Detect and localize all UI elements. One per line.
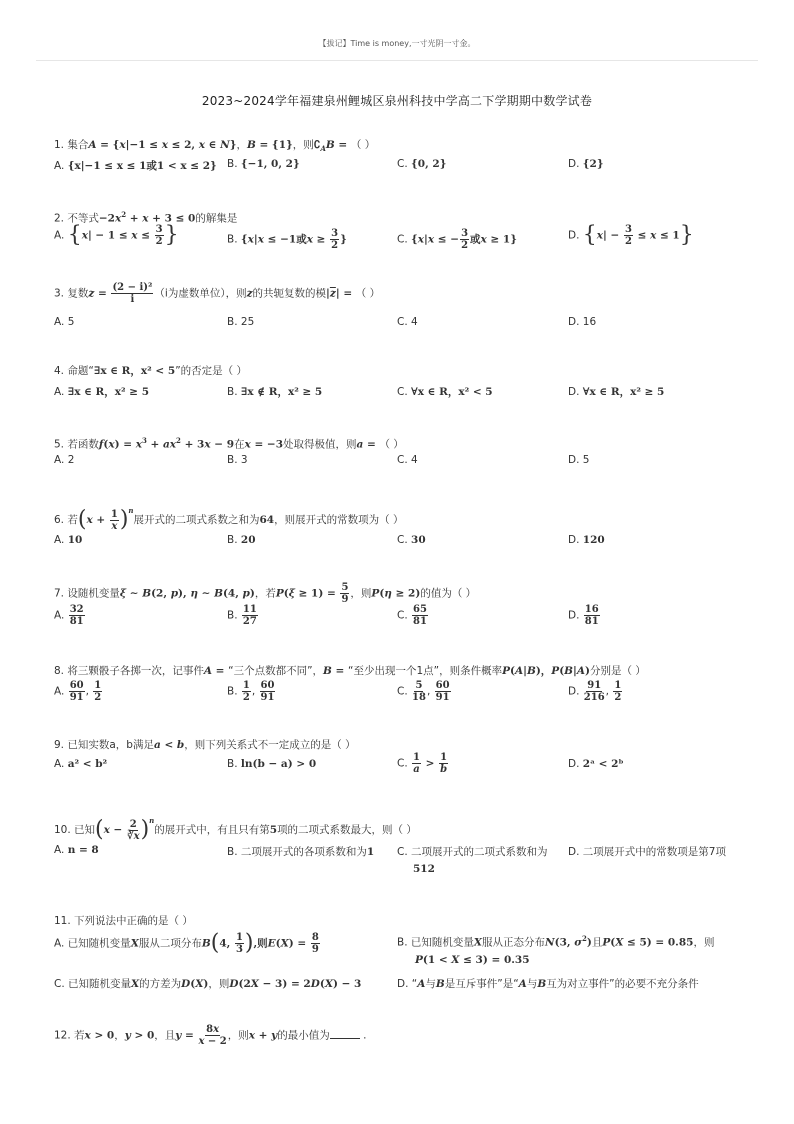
q7-option-c[interactable]: C. $\frac{65}{81}$ [397, 604, 427, 627]
answer-blank[interactable] [330, 1038, 360, 1039]
q6-option-b[interactable]: B. 20 [227, 534, 256, 546]
q3-option-d[interactable]: D. 16 [568, 316, 597, 328]
q3-option-c[interactable]: C. 4 [397, 316, 418, 328]
q2-option-b[interactable]: B. {x|x ≤ −1或x ≥ $\frac{3}{2}$ } [227, 228, 347, 251]
q2-option-d[interactable]: D. {x| − $\frac{3}{2}$ ≤ x ≤ 1} [568, 222, 694, 248]
q4-option-b[interactable]: B. ∃x ∉ R，x² ≥ 5 [227, 386, 323, 398]
question-7: 7. 设随机变量ξ ∼ B(2, p), η ∼ B(4, p)，若P(ξ ≥ 1) = $\frac{5}{9}$ ，则P(η ≥ 2)的值为（ ） A. $\frac{32}{81}$ B. $\frac{11}{27}$ C. $\frac{65}{81}$ D. $\frac{16}{81}$ [54, 582, 599, 627]
question-9: 9. 已知实数a，b满足a < b，则下列关系式不一定成立的是（ ） A. a² < b² B. ln(b − a) > 0 C. $\frac{1}{a}$ > $\frac{1}{b}$ D. 2ᵃ < 2ᵇ [54, 739, 624, 775]
q6-option-c[interactable]: C. 30 [397, 534, 426, 546]
q9-option-d[interactable]: D. 2ᵃ < 2ᵇ [568, 758, 624, 770]
q8-option-c[interactable]: C. $\frac{5}{18}$ , $\frac{60}{91}$ [397, 680, 450, 703]
q8-option-b[interactable]: B. $\frac{1}{2}$ , $\frac{60}{91}$ [227, 680, 275, 703]
q5-option-b[interactable]: B. 3 [227, 454, 248, 466]
q9-option-a[interactable]: A. a² < b² [54, 758, 108, 770]
q4-option-a[interactable]: A. ∃x ∈ R，x² ≥ 5 [54, 386, 150, 398]
q1-option-b[interactable]: B. {−1, 0, 2} [227, 158, 300, 170]
header-note: 【拔记】Time is money,一寸光阴一寸金。 [318, 39, 476, 48]
q5-option-d[interactable]: D. 5 [568, 454, 590, 466]
q5-option-c[interactable]: C. 4 [397, 454, 418, 466]
q1-option-c[interactable]: C. {0, 2} [397, 158, 447, 170]
q6-option-a[interactable]: A. 10 [54, 534, 83, 546]
q3-option-a[interactable]: A. 5 [54, 316, 75, 328]
q7-option-d[interactable]: D. $\frac{16}{81}$ [568, 604, 599, 627]
q2-option-a[interactable]: A. {x| − 1 ≤ x ≤ $\frac{3}{2}$ } [54, 222, 179, 248]
q4-option-d[interactable]: D. ∀x ∈ R，x² ≥ 5 [568, 386, 665, 398]
header-divider [36, 60, 758, 61]
q5-option-a[interactable]: A. 2 [54, 454, 75, 466]
q3-option-b[interactable]: B. 25 [227, 316, 255, 328]
q8-option-d[interactable]: D. $\frac{91}{216}$ , $\frac{1}{2}$ [568, 680, 622, 703]
q1-option-d[interactable]: D. {2} [568, 158, 604, 170]
q7-option-b[interactable]: B. $\frac{11}{27}$ [227, 604, 257, 627]
q9-option-b[interactable]: B. ln(b − a) > 0 [227, 758, 317, 770]
question-11: 11. 下列说法中正确的是（ ） A. 已知随机变量X服从二项分布B(4, $\frac{1}{3}$ ),则E(X) = $\frac{8}{9}$ B. 已知随机变量X服从正态分布N(3, $\sigma^2$)且P(X ≤ 5) = 0.85，则 P(1 < X ≤ 3) = 0.35 C. 已知随机变量X的方差为D(X)，则D(2X − 3) = 2D(X) − 3 D. “A与B是互斥事件”是“A与B互为对立事件”的必要不充分条件 [54, 915, 715, 990]
page-title: 2023~2024学年福建泉州鲤城区泉州科技中学高二下学期期中数学试卷 [201, 94, 593, 108]
question-8: 8. 将三颗骰子各掷一次，记事件A = “三个点数都不同”，B = “至少出现一个1点”，则条件概率P(A|B)，P(B|A)分别是（ ） A. $\frac{60}{91}$ , $\frac{1}{2}$ B. $\frac{1}{2}$ , $\frac{60}{91}$ C. $\frac{5}{18}$ , $\frac{60}{91}$ D. $\frac{91}{216}$ , $\frac{1}{2}$ [54, 665, 646, 703]
question-4: 4. 命题“∃x ∈ R，x² < 5”的否定是（ ） A. ∃x ∈ R，x² ≥ 5 B. ∃x ∉ R，x² ≥ 5 C. ∀x ∈ R，x² < 5 D. ∀x ∈ R，x² ≥ 5 [54, 365, 665, 398]
q10-option-b[interactable]: B. 二项展开式的各项系数和为1 [227, 846, 375, 858]
q4-option-c[interactable]: C. ∀x ∈ R，x² < 5 [397, 386, 493, 398]
question-6: 6. 若(x + $\frac{1}{x}$ )$^n$展开式的二项式系数之和为64，则展开式的常数项为（ ） A. 10 B. 20 C. 30 D. 120 [54, 506, 605, 546]
question-1: 1. 集合A = {x|−1 ≤ x ≤ 2, x ∈ N}，B = {1}，则$∁_AB$ = （ ） A. {x|−1 ≤ x ≤ 1或1 < x ≤ 2} B. {−1, 0, 2} C. {0, 2} D. {2} [54, 139, 604, 172]
q10-option-c[interactable]: C. 二项展开式的二项式系数和为 512 [397, 846, 548, 875]
q1-option-a[interactable]: A. {x|−1 ≤ x ≤ 1或1 < x ≤ 2} [54, 160, 217, 172]
question-3: 3. 复数z = $\frac{\text{(2 − i)²}}{i}$ （i为虚数单位），则z的共轭复数的模$|\overline{z}|$ = （ ） A. 5 B. 25 C. 4 D. 16 [54, 282, 597, 328]
q11-option-c[interactable]: C. 已知随机变量X的方差为D(X)，则D(2X − 3) = 2D(X) − 3 [54, 978, 362, 990]
q2-option-c[interactable]: C. {x|x ≤ − $\frac{3}{2}$ 或x ≥ 1} [397, 228, 517, 251]
q11-option-d[interactable]: D. “A与B是互斥事件”是“A与B互为对立事件”的必要不充分条件 [397, 978, 699, 990]
q6-option-d[interactable]: D. 120 [568, 534, 605, 546]
question-12: 12. 若x > 0，y > 0，且y = $\frac{8x}{x - 2}$ ，则x + y的最小值为 . [54, 1024, 367, 1047]
q11-option-a[interactable]: A. 已知随机变量X服从二项分布B(4, $\frac{1}{3}$ ),则E(X) = $\frac{8}{9}$ [54, 930, 319, 956]
q7-option-a[interactable]: A. $\frac{32}{81}$ [54, 604, 84, 627]
q9-option-c[interactable]: C. $\frac{1}{a}$ > $\frac{1}{b}$ [397, 752, 448, 775]
q10-option-d[interactable]: D. 二项展开式中的常数项是第7项 [568, 846, 726, 858]
question-5: 5. 若函数$f(x) = x^3 + ax^2 + 3x - 9$在x = −3处取得极值，则a = （ ） A. 2 B. 3 C. 4 D. 5 [54, 436, 590, 466]
question-2: 2. 不等式$-2x^2 + x + 3 \le 0$的解集是 A. {x| − 1 ≤ x ≤ $\frac{3}{2}$ } B. {x|x ≤ −1或x ≥ $\frac{3}{2}$ } C. {x|x ≤ − $\frac{3}{2}$ 或x ≥ 1} D. {x| − $\frac{3}{2}$ ≤ x ≤ 1} [54, 210, 694, 251]
q10-option-a[interactable]: A. n = 8 [54, 844, 99, 856]
q8-option-a[interactable]: A. $\frac{60}{91}$ , $\frac{1}{2}$ [54, 680, 102, 703]
q11-option-b[interactable]: B. 已知随机变量X服从正态分布N(3, $\sigma^2$)且P(X ≤ 5) = 0.85，则 P(1 < X ≤ 3) = 0.35 [397, 934, 715, 966]
question-10: 10. 已知(x − $\frac{2}{∛x}$ )$^n$的展开式中，有且只有第5项的二项式系数最大，则（ ） A. n = 8 B. 二项展开式的各项系数和为1 C. 二项展开式的二项式系数和为 512 D. 二项展开式中的常数项是第7项 [54, 816, 726, 875]
